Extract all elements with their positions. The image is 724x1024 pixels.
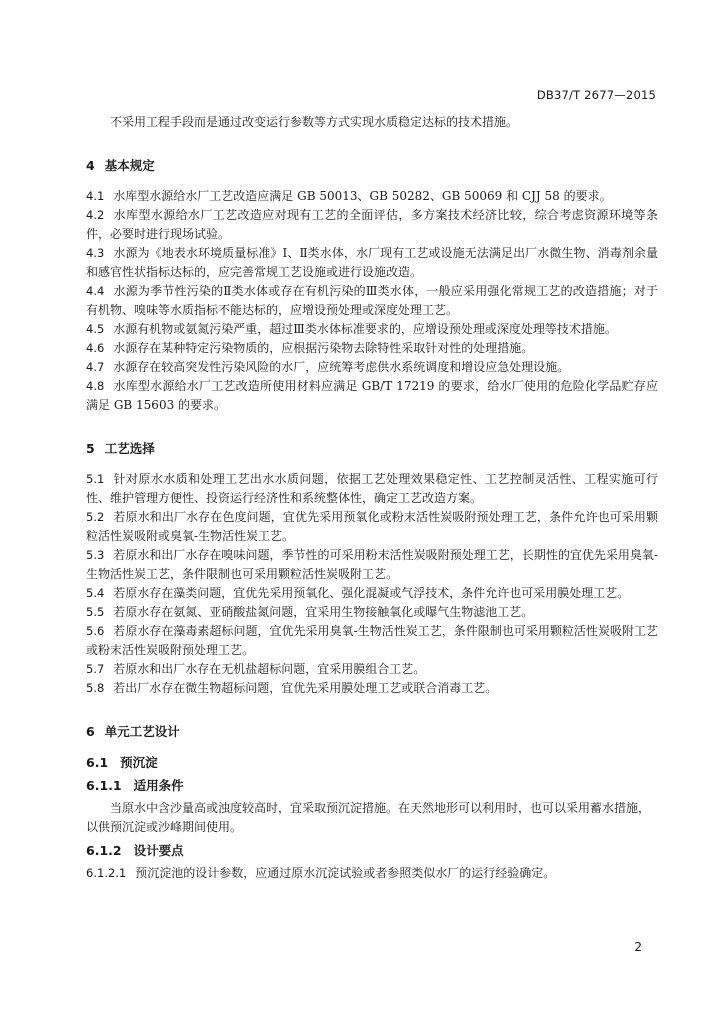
document-body bbox=[86, 113, 658, 883]
section-number: 6 bbox=[86, 724, 95, 739]
clause-5-6: 5.6 若原水存在藻毒素超标问题，宜优先采用臭氧-生物活性炭工艺，条件限制也可采用颗粒活性炭吸附工艺或粉末活性炭吸附预处理工艺。 bbox=[86, 624, 658, 657]
clause-5-1: 5.1 针对原水水质和处理工艺出水水质问题，依据工艺处理效果稳定性、工艺控制灵活性、工程实施可行性、维护管理方便性、投资运行经济性和系统整体性，确定工艺改造方案。 bbox=[86, 472, 658, 505]
intro-paragraph: 不采用工程手段而是通过改变运行参数等方式实现水质稳定达标的技术措施。 bbox=[110, 115, 519, 129]
subsection-heading-6-1-2 bbox=[86, 841, 658, 860]
clause-4-4: 4.4 水源为季节性污染的Ⅱ类水体或存在有机污染的Ⅲ类水体，一般应采用强化常规工艺的改造措施；对于有机物、嗅味等水质指标不能达标的，应增设预处理或深度处理工艺。 bbox=[86, 284, 658, 317]
clause-4-5: 4.5 水源有机物或氨氮污染严重，超过Ⅲ类水体标准要求的，应增设预处理或深度处理等技术措施。 bbox=[86, 322, 617, 336]
section-title: 基本规定 bbox=[104, 158, 155, 173]
clause-5-5: 5.5 若原水存在氨氮、亚硝酸盐氮问题，宜采用生物接触氧化或曝气生物滤池工艺。 bbox=[86, 605, 534, 619]
subsection-heading-6-1 bbox=[86, 753, 658, 772]
subsection-heading-6-1-1 bbox=[86, 776, 658, 795]
subsection-number: 6.1.2 bbox=[86, 843, 122, 858]
section-heading-5 bbox=[86, 439, 658, 458]
clause-5-8: 5.8 若出厂水存在微生物超标问题，宜优先采用膜处理工艺或联合消毒工艺。 bbox=[86, 681, 498, 695]
section-heading-6 bbox=[86, 722, 658, 741]
section-title: 工艺选择 bbox=[104, 441, 155, 456]
clause-4-1: 4.1 水库型水源给水厂工艺改造应满足 GB 50013、GB 50282、GB 50069 和 CJJ 58 的要求。 bbox=[86, 189, 612, 203]
section-number: 5 bbox=[86, 441, 95, 456]
page-number: 2 bbox=[634, 940, 642, 954]
clause-4-7: 4.7 水源存在较高突发性污染风险的水厂，应统筹考虑供水系统调度和增设应急处理设施。 bbox=[86, 360, 570, 374]
subsection-title: 预沉淀 bbox=[120, 755, 158, 770]
section-heading-4 bbox=[86, 156, 658, 175]
subsection-title: 适用条件 bbox=[133, 778, 184, 793]
section-title: 单元工艺设计 bbox=[104, 724, 180, 739]
clause-5-3: 5.3 若原水和出厂水存在嗅味问题，季节性的可采用粉末活性炭吸附预处理工艺，长期性的宜优先采用臭氧-生物活性炭工艺，条件限制也可采用颗粒活性炭吸附工艺。 bbox=[86, 548, 658, 581]
clause-4-8: 4.8 水库型水源给水厂工艺改造所使用材料应满足 GB/T 17219 的要求，给水厂使用的危险化学品贮存应满足 GB 15603 的要求。 bbox=[86, 379, 658, 412]
section-number: 4 bbox=[86, 158, 95, 173]
clause-6-1-2-1: 6.1.2.1 预沉淀池的设计参数，应通过原水沉淀试验或者参照类似水厂的运行经验确定。 bbox=[86, 866, 556, 880]
clause-4-6: 4.6 水源存在某种特定污染物质的，应根据污染物去除特性采取针对性的处理措施。 bbox=[86, 341, 534, 355]
clause-5-4: 5.4 若原水存在藻类问题，宜优先采用预氧化、强化混凝或气浮技术，条件允许也可采用膜处理工艺。 bbox=[86, 586, 630, 600]
subsection-number: 6.1.1 bbox=[86, 778, 122, 793]
clause-4-3: 4.3 水源为《地表水环境质量标准》Ⅰ、Ⅱ类水体，水厂现有工艺或设施无法满足出厂水微生物、消毒剂余量和感官性状指标达标的，应完善常规工艺设施或进行设施改造。 bbox=[86, 246, 658, 279]
clause-4-2: 4.2 水库型水源给水厂工艺改造应对现有工艺的全面评估，多方案技术经济比较，综合考虑资源环境等条件，必要时进行现场试验。 bbox=[86, 208, 658, 241]
clause-5-2: 5.2 若原水和出厂水存在色度问题，宜优先采用预氧化或粉末活性炭吸附预处理工艺，条件允许也可采用颗粒活性炭吸附或臭氧-生物活性炭工艺。 bbox=[86, 510, 658, 543]
clause-5-7: 5.7 若原水和出厂水存在无机盐超标问题，宜采用膜组合工艺。 bbox=[86, 662, 426, 676]
paragraph-6-1-1: 当原水中含沙量高或浊度较高时，宜采取预沉淀措施。在天然地形可以利用时，也可以采用蓄水措施，以供预沉淀或沙峰期间使用。 bbox=[86, 801, 651, 834]
subsection-number: 6.1 bbox=[86, 755, 109, 770]
standard-code: DB37/T 2677—2015 bbox=[536, 88, 656, 102]
subsection-title: 设计要点 bbox=[133, 843, 184, 858]
